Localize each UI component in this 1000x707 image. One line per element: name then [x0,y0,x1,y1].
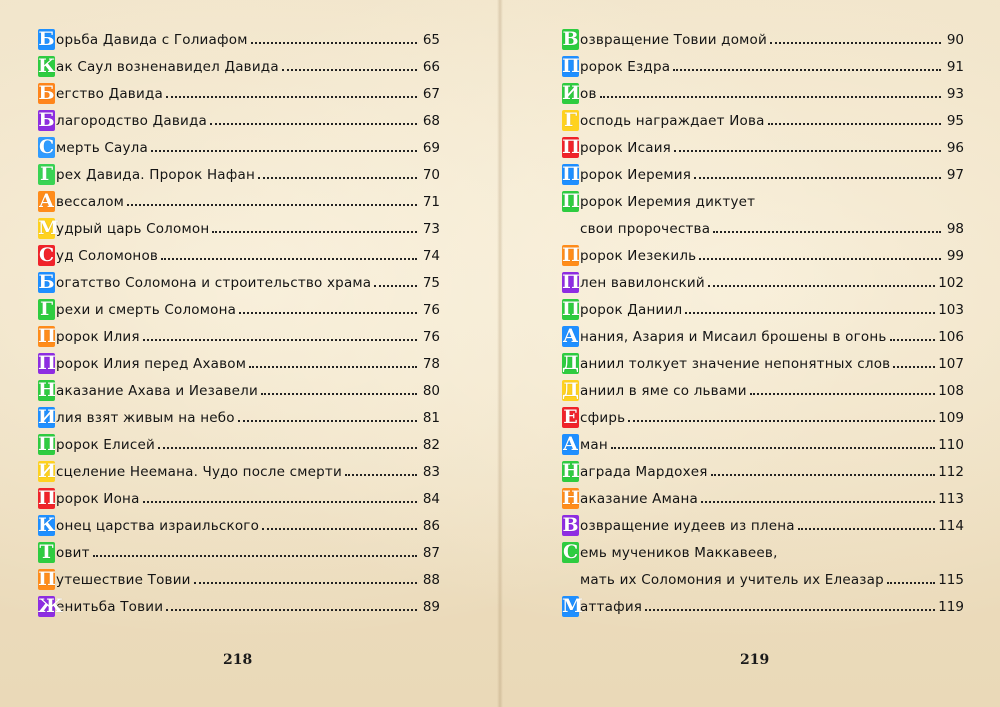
entry-title: аказание Ахава и Иезавели [56,383,258,399]
drop-cap-initial: И [562,82,580,104]
toc-entry[interactable] [38,373,440,400]
dot-leader [750,393,936,395]
left-page-number: 218 [223,652,253,668]
dot-leader [238,420,417,422]
dot-leader [166,96,417,98]
toc-entry[interactable] [38,535,440,562]
dot-leader [711,474,936,476]
drop-cap-initial: П [562,298,580,320]
drop-cap-initial: К [38,55,56,77]
entry-page-number: 75 [422,275,440,291]
entry-page-number: 65 [422,32,440,48]
dot-leader [768,123,941,125]
toc-entry[interactable] [562,103,964,130]
toc-entry[interactable] [562,562,964,589]
entry-page-number: 91 [946,59,964,75]
entry-page-number: 89 [422,599,440,615]
dot-leader [166,609,417,611]
drop-cap-initial: П [562,271,580,293]
toc-entry[interactable] [38,508,440,535]
toc-entry[interactable] [562,292,964,319]
toc-entry[interactable] [38,157,440,184]
toc-entry[interactable] [562,481,964,508]
entry-title: рехи и смерть Соломона [56,302,237,318]
entry-page-number: 109 [938,410,964,426]
toc-entry[interactable] [562,508,964,535]
toc-entry[interactable] [562,535,964,562]
dot-leader [674,150,941,152]
dot-leader [239,312,417,314]
dot-leader [93,555,417,557]
toc-entry[interactable] [38,22,440,49]
drop-cap-initial: П [38,433,56,455]
dot-leader [161,258,417,260]
entry-title: орьба Давида с Голиафом [56,32,248,48]
dot-leader [713,231,941,233]
toc-entry[interactable] [38,589,440,616]
entry-page-number: 98 [946,221,964,237]
entry-page-number: 88 [422,572,440,588]
entry-title: ророк Елисей [56,437,155,453]
entry-page-number: 81 [422,410,440,426]
drop-cap-initial: П [38,487,56,509]
toc-entry[interactable] [562,76,964,103]
drop-cap-initial: А [562,325,579,347]
entry-page-number: 110 [938,437,964,453]
dot-leader [887,582,935,584]
entry-page-number: 97 [946,167,964,183]
entry-title: мать их Соломония и учитель их Елеазар [580,572,884,588]
dot-leader [143,501,417,503]
entry-page-number: 71 [422,194,440,210]
entry-page-number: 66 [422,59,440,75]
entry-page-number: 90 [946,32,964,48]
drop-cap-initial: П [562,190,580,212]
entry-page-number: 96 [946,140,964,156]
toc-entry[interactable] [562,454,964,481]
entry-page-number: 76 [422,329,440,345]
entry-page-number: 119 [938,599,964,615]
toc-entry[interactable] [38,427,440,454]
right-page-number: 219 [740,652,770,668]
dot-leader [251,42,417,44]
entry-title: лен вавилонский [580,275,705,291]
toc-entry[interactable] [562,157,964,184]
entry-title: ророк Илия [56,329,140,345]
drop-cap-initial: А [562,433,579,455]
entry-title: аниил в яме со львами [580,383,747,399]
dot-leader [282,69,417,71]
dot-leader [798,528,936,530]
toc-entry[interactable] [562,319,964,346]
entry-title: огатство Соломона и строительство храма [56,275,372,291]
entry-page-number: 86 [422,518,440,534]
drop-cap-initial: Н [562,460,580,482]
toc-entry[interactable] [562,184,964,211]
dot-leader [210,123,417,125]
drop-cap-initial: С [562,541,579,563]
entry-title: свои пророчества [580,221,711,237]
drop-cap-initial: М [38,217,60,239]
entry-page-number: 76 [422,302,440,318]
toc-entry[interactable] [38,76,440,103]
entry-page-number: 107 [938,356,964,372]
dot-leader [600,96,941,98]
toc-entry[interactable] [38,130,440,157]
entry-page-number: 102 [938,275,964,291]
entry-page-number: 87 [422,545,440,561]
toc-entry[interactable] [562,589,964,616]
dot-leader [890,339,936,341]
drop-cap-initial: Г [39,163,54,185]
entry-page-number: 93 [946,86,964,102]
drop-cap-initial: В [562,28,579,50]
drop-cap-initial: Н [38,379,56,401]
toc-entry[interactable] [38,481,440,508]
dot-leader [212,231,417,233]
entry-title: ророк Иеремия диктует [580,194,756,210]
dot-leader [673,69,941,71]
entry-title: ророк Иеремия [580,167,692,183]
dot-leader [194,582,417,584]
entry-page-number: 114 [938,518,964,534]
entry-title: сцеление Неемана. Чудо после смерти [56,464,342,480]
drop-cap-initial: П [38,568,56,590]
entry-title: енитьба Товии [56,599,164,615]
dot-leader [158,447,417,449]
entry-page-number: 74 [422,248,440,264]
drop-cap-initial: Б [38,271,55,293]
toc-entry[interactable] [562,373,964,400]
entry-title: аниил толкует значение непонятных слов [580,356,891,372]
toc-entry[interactable] [562,211,964,238]
toc-entry[interactable] [38,346,440,373]
drop-cap-initial: П [562,136,580,158]
drop-cap-initial: М [562,595,584,617]
drop-cap-initial: Б [38,82,55,104]
entry-title: ророк Даниил [580,302,683,318]
entry-title: лия взят живым на небо [56,410,235,426]
entry-title: утешествие Товии [56,572,191,588]
entry-title: нания, Азария и Мисаил брошены в огонь [580,329,887,345]
dot-leader [143,339,417,341]
right-page-toc [562,22,964,616]
toc-entry[interactable] [38,319,440,346]
toc-entry[interactable] [562,238,964,265]
entry-title: овит [56,545,90,561]
entry-title: осподь награждает Иова [580,113,765,129]
entry-title: ророк Исаия [580,140,671,156]
drop-cap-initial: И [38,460,56,482]
entry-title: ак Саул возненавидел Давида [56,59,279,75]
entry-title: лагородство Давида [56,113,207,129]
toc-entry[interactable] [562,130,964,157]
entry-page-number: 103 [938,302,964,318]
entry-title: емь мучеников Маккавеев, [580,545,778,561]
drop-cap-initial: Ж [38,595,63,617]
toc-entry[interactable] [38,211,440,238]
entry-page-number: 83 [422,464,440,480]
drop-cap-initial: В [562,514,579,536]
drop-cap-initial: С [38,136,55,158]
dot-leader [708,285,935,287]
entry-title: озвращение Товии домой [580,32,767,48]
toc-entry[interactable] [562,49,964,76]
entry-title: рех Давида. Пророк Нафан [56,167,256,183]
entry-page-number: 73 [422,221,440,237]
dot-leader [701,501,935,503]
entry-title: уд Соломонов [56,248,159,264]
dot-leader [893,366,935,368]
entry-title: вессалом [56,194,125,210]
drop-cap-initial: Е [563,406,578,428]
entry-page-number: 68 [422,113,440,129]
entry-title: ророк Ездра [580,59,671,75]
toc-entry[interactable] [38,238,440,265]
drop-cap-initial: И [38,406,56,428]
toc-entry[interactable] [38,292,440,319]
drop-cap-initial: П [562,55,580,77]
drop-cap-initial: Б [38,28,55,50]
dot-leader [685,312,935,314]
entry-page-number: 108 [938,383,964,399]
dot-leader [699,258,941,260]
drop-cap-initial: Г [563,109,578,131]
entry-page-number: 84 [422,491,440,507]
entry-page-number: 67 [422,86,440,102]
drop-cap-initial: П [38,352,56,374]
drop-cap-initial: П [562,163,580,185]
toc-entry[interactable] [562,346,964,373]
entry-title: аттафия [580,599,643,615]
entry-title: ророк Иезекиль [580,248,697,264]
toc-entry[interactable] [38,454,440,481]
entry-page-number: 82 [422,437,440,453]
toc-entry[interactable] [562,400,964,427]
entry-title: ророк Илия перед Ахавом [56,356,247,372]
dot-leader [628,420,935,422]
entry-page-number: 115 [938,572,964,588]
drop-cap-initial: С [38,244,55,266]
toc-entry[interactable] [562,22,964,49]
dot-leader [151,150,417,152]
dot-leader [694,177,941,179]
toc-entry[interactable] [38,265,440,292]
dot-leader [345,474,417,476]
dot-leader [770,42,941,44]
drop-cap-initial: Н [562,487,580,509]
toc-entry[interactable] [562,265,964,292]
book-gutter [497,0,503,707]
entry-page-number: 113 [938,491,964,507]
drop-cap-initial: П [562,244,580,266]
entry-title: егство Давида [56,86,163,102]
entry-page-number: 106 [938,329,964,345]
drop-cap-initial: К [38,514,56,536]
entry-page-number: 78 [422,356,440,372]
dot-leader [645,609,935,611]
toc-entry[interactable] [38,184,440,211]
entry-page-number: 69 [422,140,440,156]
entry-title: аказание Амана [580,491,698,507]
drop-cap-initial: Г [39,298,54,320]
dot-leader [611,447,935,449]
drop-cap-initial: Д [562,352,579,374]
drop-cap-initial: Б [38,109,55,131]
entry-page-number: 95 [946,113,964,129]
entry-title: аграда Мардохея [580,464,708,480]
entry-title: озвращение иудеев из плена [580,518,795,534]
dot-leader [127,204,417,206]
entry-title: онец царства израильского [56,518,260,534]
entry-page-number: 99 [946,248,964,264]
dot-leader [262,528,417,530]
drop-cap-initial: А [38,190,55,212]
entry-page-number: 80 [422,383,440,399]
entry-title: удрый царь Соломон [56,221,210,237]
toc-entry[interactable] [38,400,440,427]
drop-cap-initial: Д [562,379,579,401]
dot-leader [261,393,417,395]
toc-entry[interactable] [38,562,440,589]
entry-title: мерть Саула [56,140,148,156]
dot-leader [258,177,417,179]
toc-entry[interactable] [562,427,964,454]
drop-cap-initial: П [38,325,56,347]
entry-title: ов [580,86,597,102]
entry-page-number: 70 [422,167,440,183]
left-page-toc [38,22,440,616]
dot-leader [249,366,417,368]
drop-cap-initial: Т [39,541,54,563]
toc-entry[interactable] [38,49,440,76]
dot-leader [374,285,417,287]
entry-page-number: 112 [938,464,964,480]
entry-title: ман [580,437,608,453]
toc-entry[interactable] [38,103,440,130]
entry-title: ророк Иона [56,491,140,507]
entry-title: сфирь [580,410,626,426]
